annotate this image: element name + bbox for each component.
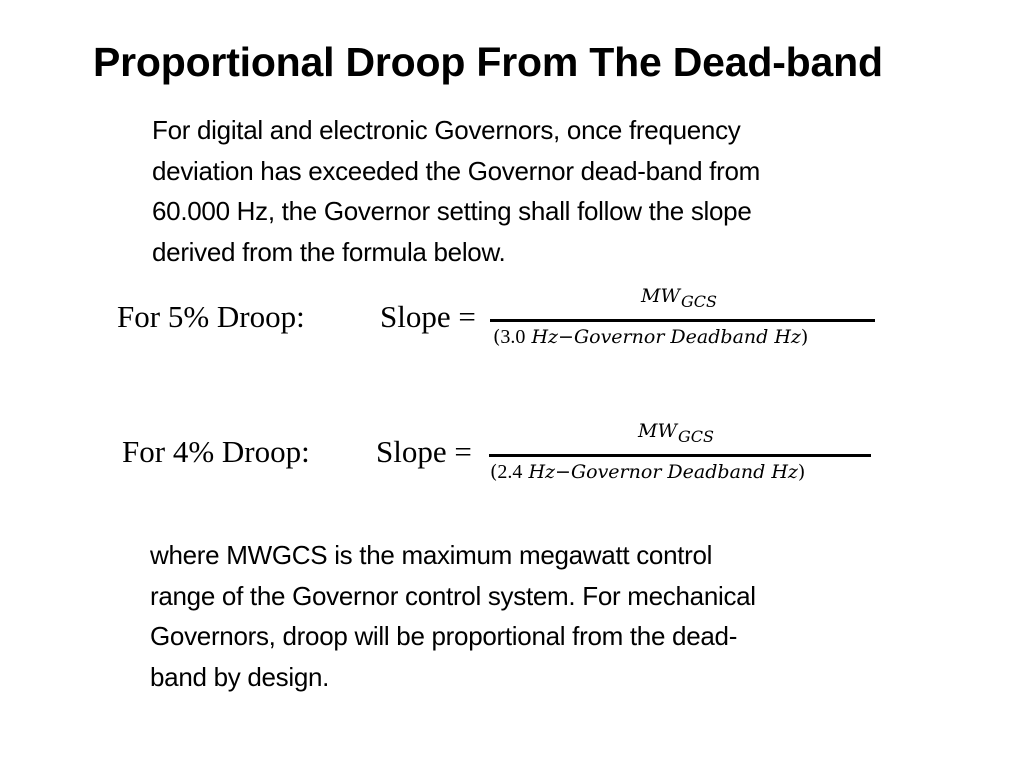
denominator-value: 3.0 [500, 326, 526, 348]
numerator-main: MW [638, 420, 677, 442]
denominator-value: 2.4 [497, 461, 523, 483]
numerator-subscript: GCS [677, 427, 714, 446]
formula-4-percent-droop [122, 420, 892, 500]
denominator-close-paren: ) [797, 461, 806, 483]
formula-numerator [641, 285, 717, 311]
formula-label: For 5% Droop: [117, 299, 305, 334]
numerator-main: MW [641, 285, 680, 307]
intro-line: deviation has exceeded the Governor dead-band from [152, 155, 760, 186]
formula-denominator [493, 326, 808, 349]
intro-paragraph [152, 110, 912, 272]
denominator-rest: Hz−Governor Deadband Hz [522, 461, 798, 483]
intro-line: derived from the formula below. [152, 236, 506, 267]
denominator-close-paren: ) [800, 326, 809, 348]
denominator-rest: Hz−Governor Deadband Hz [525, 326, 801, 348]
fraction-bar [490, 319, 875, 322]
denominator-open-paren: ( [493, 326, 501, 348]
slide-title: Proportional Droop From The Dead-band [93, 39, 883, 85]
formula-lhs: Slope = [380, 299, 476, 334]
formula-lhs: Slope = [376, 434, 472, 469]
outro-line: Governors, droop will be proportional from the dead- [150, 621, 738, 651]
formula-numerator [638, 420, 714, 446]
outro-line: band by design. [150, 661, 330, 692]
fraction-bar [489, 454, 871, 457]
outro-line: where MWGCS is the maximum megawatt control [150, 540, 713, 570]
numerator-subscript: GCS [680, 292, 717, 311]
formula-denominator [490, 461, 805, 484]
outro-paragraph [150, 535, 910, 697]
denominator-open-paren: ( [490, 461, 498, 483]
formula-label: For 4% Droop: [122, 434, 310, 469]
outro-line: range of the Governor control system. For mechanical [150, 580, 756, 611]
intro-line: For digital and electronic Governors, once frequency [152, 115, 741, 145]
formula-5-percent-droop [117, 285, 887, 365]
intro-line: 60.000 Hz, the Governor setting shall follow the slope [152, 196, 752, 226]
